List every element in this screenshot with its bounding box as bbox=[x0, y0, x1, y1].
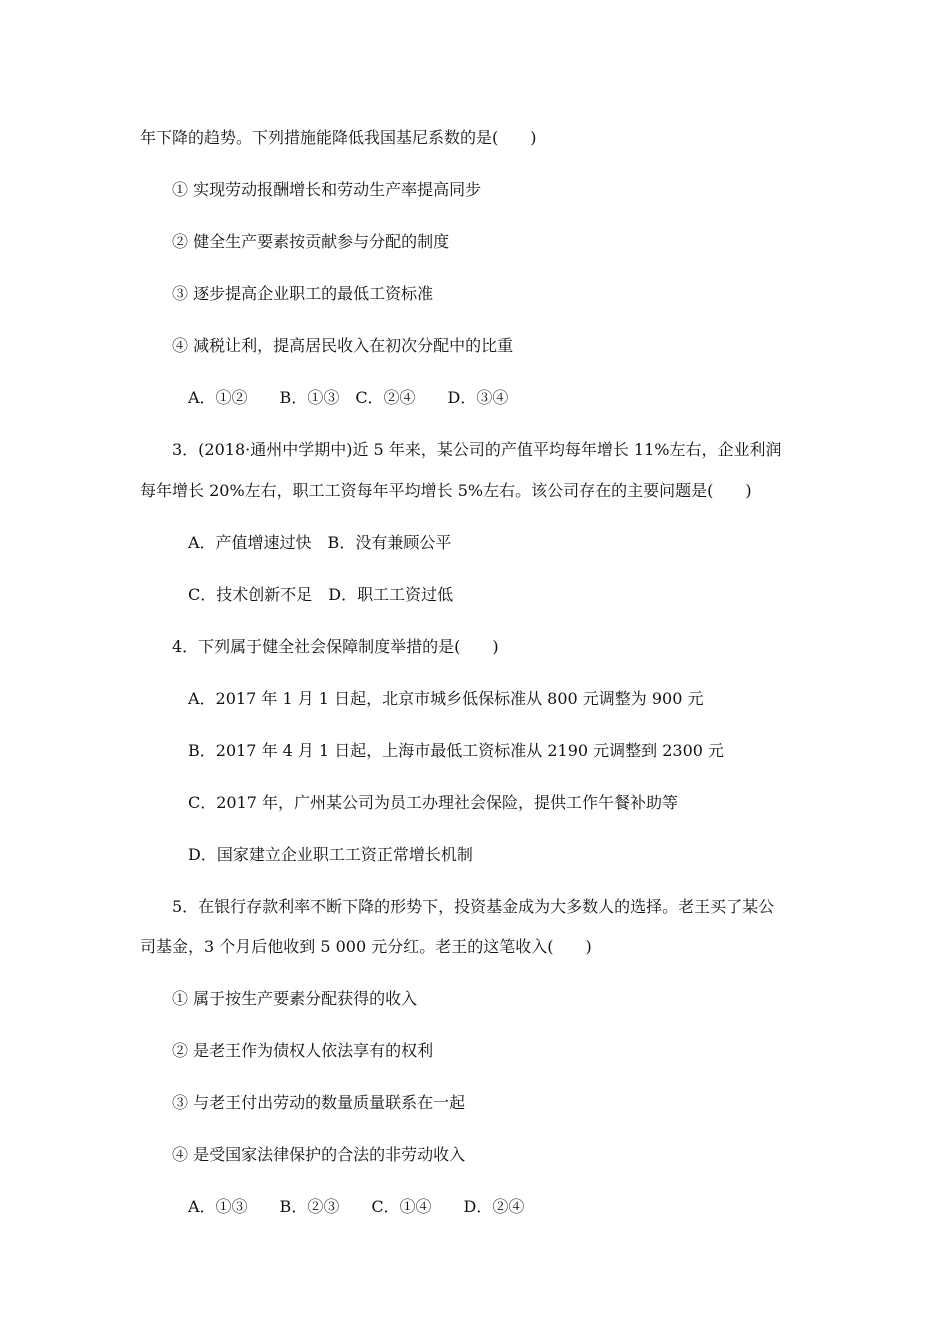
question-4-option-b: B．2017 年 4 月 1 日起，上海市最低工资标准从 2190 元调整到 2300 元 bbox=[188, 741, 725, 760]
question-5-statement-4: ④ 是受国家法律保护的合法的非劳动收入 bbox=[172, 1145, 466, 1164]
question-2-stem-tail: 年下降的趋势。下列措施能降低我国基尼系数的是( ) bbox=[140, 128, 537, 147]
question-5-statement-2: ② 是老王作为债权人依法享有的权利 bbox=[172, 1041, 434, 1060]
question-5-options: A．①③ B．②③ C．①④ D．②④ bbox=[188, 1197, 525, 1216]
question-5-statement-1: ① 属于按生产要素分配获得的收入 bbox=[172, 989, 418, 1008]
question-2-statement-2: ② 健全生产要素按贡献参与分配的制度 bbox=[172, 232, 450, 251]
question-3-options-cd: C．技术创新不足 D．职工工资过低 bbox=[188, 585, 454, 604]
question-2-statement-4: ④ 减税让利，提高居民收入在初次分配中的比重 bbox=[172, 336, 514, 355]
question-5-stem-line-2: 司基金，3 个月后他收到 5 000 元分红。老王的这笔收入( ) bbox=[140, 937, 592, 956]
question-2-options: A．①② B．①③ C．②④ D．③④ bbox=[188, 388, 509, 407]
question-4-option-d: D．国家建立企业职工工资正常增长机制 bbox=[188, 845, 473, 864]
question-2-statement-1: ① 实现劳动报酬增长和劳动生产率提高同步 bbox=[172, 180, 482, 199]
question-4-option-c: C．2017 年，广州某公司为员工办理社会保险，提供工作午餐补助等 bbox=[188, 793, 679, 812]
question-3-stem-line-1: 3．(2018·通州中学期中)近 5 年来，某公司的产值平均每年增长 11%左右，企业利润 bbox=[172, 440, 782, 459]
question-3-options-ab: A．产值增速过快 B．没有兼顾公平 bbox=[188, 533, 452, 552]
question-4-stem: 4．下列属于健全社会保障制度举措的是( ) bbox=[172, 637, 499, 656]
question-4-option-a: A．2017 年 1 月 1 日起，北京市城乡低保标准从 800 元调整为 900 元 bbox=[188, 689, 704, 708]
question-3-stem-line-2: 每年增长 20%左右，职工工资每年平均增长 5%左右。该公司存在的主要问题是( ) bbox=[140, 481, 752, 500]
question-2-statement-3: ③ 逐步提高企业职工的最低工资标准 bbox=[172, 284, 434, 303]
question-5-statement-3: ③ 与老王付出劳动的数量质量联系在一起 bbox=[172, 1093, 466, 1112]
question-5-stem-line-1: 5．在银行存款利率不断下降的形势下，投资基金成为大多数人的选择。老王买了某公 bbox=[172, 897, 775, 916]
